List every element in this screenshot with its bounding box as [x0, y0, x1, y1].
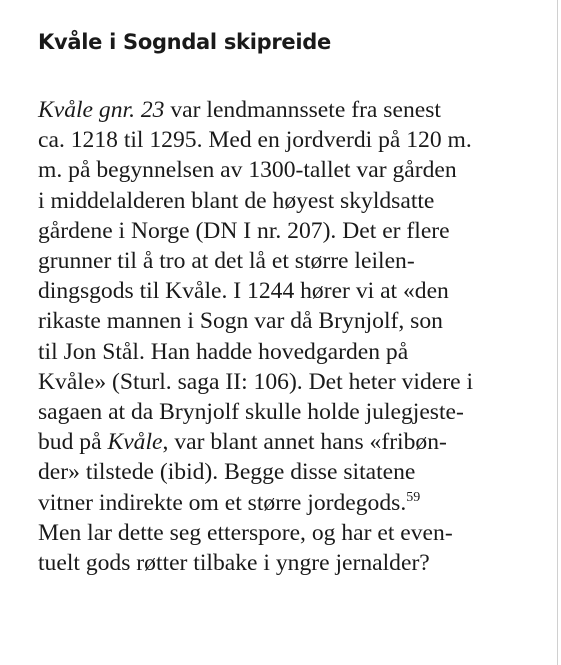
text-line: dingsgods til Kvåle. I 1244 hører vi at «den [38, 278, 449, 305]
text-line: bud på Kvåle, var blant annet hans «fribøn- [38, 429, 447, 456]
body-paragraph [38, 95, 538, 578]
footnote-reference[interactable]: 59 [406, 489, 421, 505]
text-line: til Jon Stål. Han hadde hovedgarden på [38, 338, 409, 365]
right-edge-rule [557, 0, 558, 665]
section-heading: Kvåle i Sogndal skipreide [38, 30, 331, 54]
text-line: sagaen at da Brynjolf skulle holde julegjeste- [38, 399, 464, 426]
text-line: der» tilstede (ibid). Begge disse sitatene [38, 459, 416, 486]
text-line: Kvåle» (Sturl. saga II: 106). Det heter videre i [38, 368, 474, 395]
text-line: ca. 1218 til 1295. Med en jordverdi på 120 m. [38, 127, 472, 154]
text-line: Men lar dette seg etterspore, og har et even- [38, 519, 453, 546]
text-line: grunner til å tro at det lå et større leilen- [38, 248, 415, 275]
text-line: rikaste mannen i Sogn var då Brynjolf, son [38, 308, 443, 335]
italic-place-name: Kvåle gnr. 23 [38, 97, 165, 123]
text-line: gårdene i Norge (DN I nr. 207). Det er flere [38, 217, 450, 244]
text-line: tuelt gods røtter tilbake i yngre jernalder? [38, 550, 430, 577]
text-line: vitner indirekte om et større jordegods.$^{59}$ [38, 489, 421, 516]
italic-place-name: Kvåle [107, 429, 163, 456]
text-line: m. på begynnelsen av 1300-tallet var gården [38, 157, 457, 184]
text-line: Kvåle gnr. 23 var lendmannssete fra senest [38, 97, 441, 123]
text-line: i middelalderen blant de høyest skyldsatte [38, 187, 435, 214]
